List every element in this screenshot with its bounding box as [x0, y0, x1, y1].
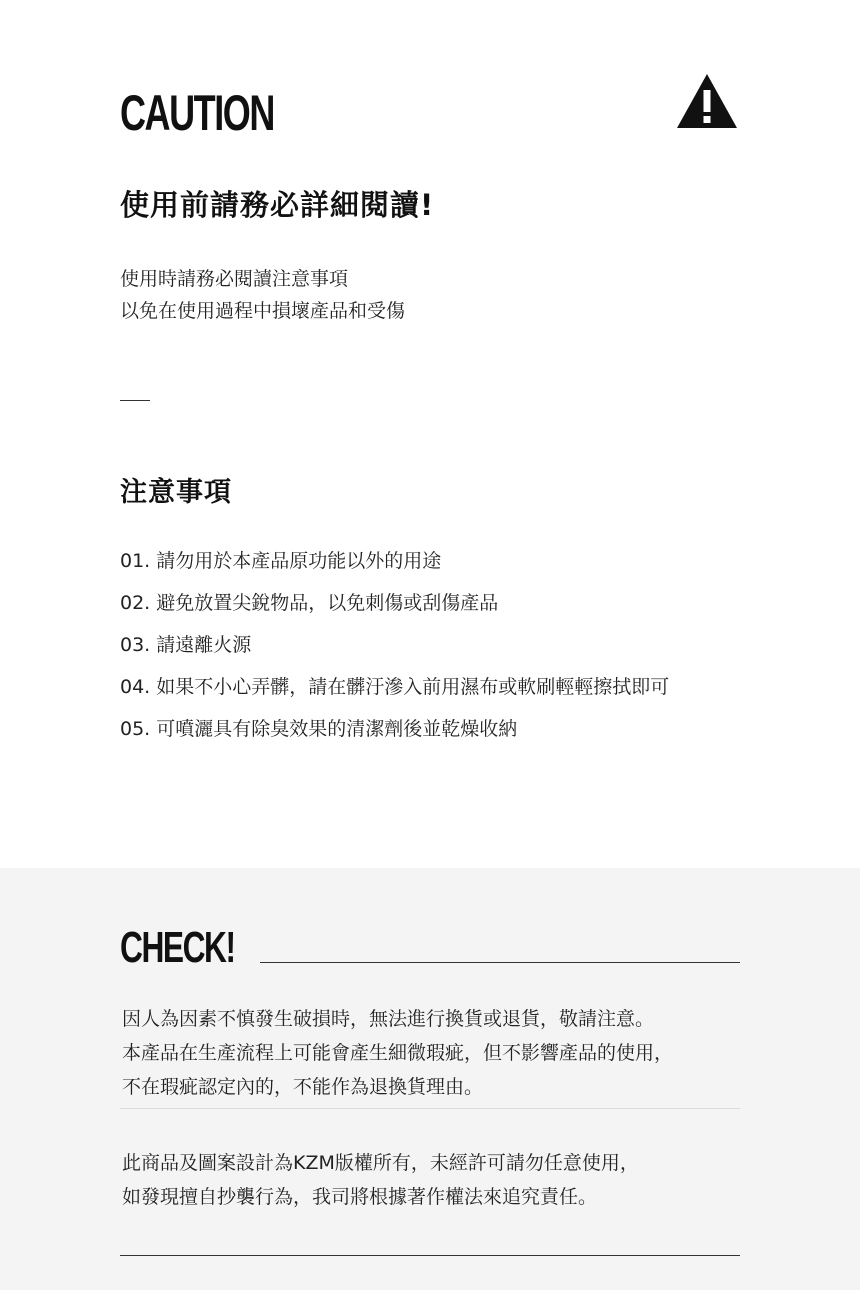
copyright-line: 如發現擅自抄襲行為，我司將根據著作權法來追究責任。	[122, 1186, 598, 1208]
headline: 使用前請務必詳細閱讀!	[120, 188, 435, 222]
policy-line: 本產品在生產流程上可能會產生細微瑕疵，但不影響產品的使用，	[122, 1042, 674, 1064]
caution-title: CAUTION	[120, 85, 274, 141]
list-item: 05. 可噴灑具有除臭效果的清潔劑後並乾燥收納	[120, 718, 518, 740]
intro-line: 使用時請務必閱讀注意事項	[120, 268, 349, 290]
list-item: 01. 請勿用於本產品原功能以外的用途	[120, 550, 442, 572]
check-title-rule	[260, 962, 740, 963]
notes-heading: 注意事項	[120, 477, 232, 508]
list-item: 02. 避免放置尖銳物品，以免刺傷或刮傷產品	[120, 592, 499, 614]
bottom-rule	[120, 1255, 740, 1256]
warning-triangle-icon	[675, 72, 739, 130]
intro-text	[120, 263, 405, 327]
list-item: 03. 請遠離火源	[120, 634, 252, 656]
notes-list	[120, 540, 669, 750]
list-item: 04. 如果不小心弄髒，請在髒汙滲入前用濕布或軟刷輕輕擦拭即可	[120, 676, 670, 698]
copyright-text	[122, 1146, 639, 1214]
short-divider	[120, 400, 150, 401]
copyright-line: 此商品及圖案設計為KZM版權所有，未經許可請勿任意使用，	[122, 1152, 639, 1174]
check-section	[0, 868, 860, 1290]
policy-line: 因人為因素不慎發生破損時，無法進行換貨或退貨，敬請注意。	[122, 1008, 655, 1030]
intro-line: 以免在使用過程中損壞產品和受傷	[120, 300, 406, 322]
section-divider	[120, 1108, 740, 1109]
check-title: CHECK!	[120, 923, 235, 972]
policy-line: 不在瑕疵認定內的，不能作為退換貨理由。	[122, 1076, 484, 1098]
return-policy-text	[122, 1002, 673, 1104]
